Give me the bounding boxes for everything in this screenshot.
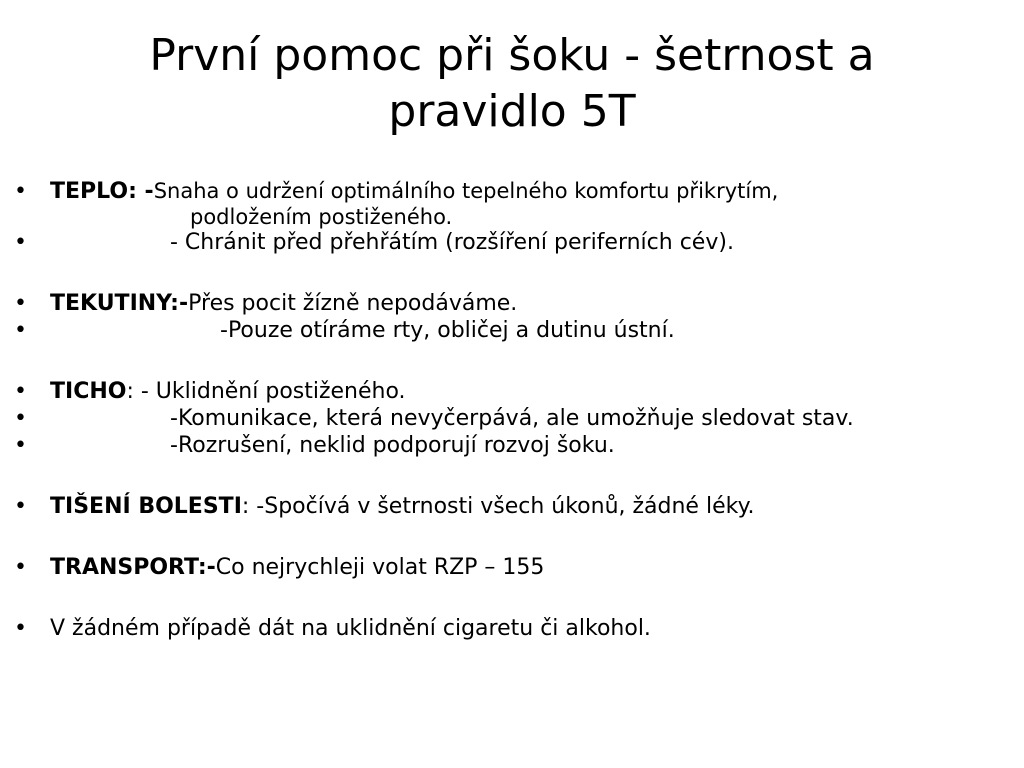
bullet-dot: • bbox=[14, 379, 27, 404]
bullet-ticho-2 bbox=[14, 405, 1014, 432]
teplo-text-3: - Chránit před přehřátím (rozšíření periferních cév). bbox=[170, 230, 734, 255]
bullet-dot: • bbox=[14, 555, 27, 580]
bullet-ticho-3 bbox=[14, 432, 1014, 459]
title-line-1: První pomoc při šoku - šetrnost a bbox=[149, 30, 875, 81]
transport-text-1: Co nejrychleji volat RZP – 155 bbox=[215, 555, 545, 580]
slide-title bbox=[40, 28, 984, 140]
title-line-2: pravidlo 5T bbox=[388, 86, 636, 137]
bullet-transport bbox=[14, 554, 1014, 581]
teplo-text-2: podložením postiženého. bbox=[190, 205, 453, 229]
tiseni-label: TIŠENÍ BOLESTI bbox=[50, 494, 242, 519]
teplo-text-1: Snaha o udržení optimálního tepelného komfortu přikrytím, bbox=[153, 179, 779, 203]
spacer bbox=[14, 459, 1014, 493]
bullet-tiseni-bolesti bbox=[14, 493, 1014, 520]
final-text-1: V žádném případě dát na uklidnění cigaretu či alkohol. bbox=[50, 616, 651, 641]
bullet-dot: • bbox=[14, 433, 27, 458]
spacer bbox=[14, 520, 1014, 554]
transport-label: TRANSPORT:- bbox=[50, 555, 216, 580]
bullet-tekutiny bbox=[14, 290, 1014, 317]
spacer bbox=[14, 344, 1014, 378]
bullet-final bbox=[14, 615, 1014, 642]
bullet-teplo-2 bbox=[14, 229, 1014, 256]
bullet-dot: • bbox=[14, 318, 27, 343]
bullet-dot: • bbox=[14, 616, 27, 641]
ticho-label: TICHO bbox=[50, 379, 127, 404]
bullet-ticho bbox=[14, 378, 1014, 405]
teplo-label: TEPLO: - bbox=[50, 179, 154, 204]
tekutiny-text-2: -Pouze otíráme rty, obličej a dutinu ústní. bbox=[220, 318, 675, 343]
bullet-dot: • bbox=[14, 230, 27, 255]
bullet-teplo bbox=[14, 178, 1014, 229]
ticho-text-2: -Komunikace, která nevyčerpává, ale umožňuje sledovat stav. bbox=[170, 406, 854, 431]
spacer bbox=[14, 256, 1014, 290]
bullet-list bbox=[14, 178, 1014, 642]
bullet-dot: • bbox=[14, 494, 27, 519]
bullet-dot: • bbox=[14, 179, 27, 204]
ticho-text-1: : - Uklidnění postiženého. bbox=[126, 379, 406, 404]
ticho-text-3: -Rozrušení, neklid podporují rozvoj šoku. bbox=[170, 433, 615, 458]
tiseni-text-1: : -Spočívá v šetrnosti všech úkonů, žádné léky. bbox=[241, 494, 755, 519]
bullet-dot: • bbox=[14, 406, 27, 431]
bullet-tekutiny-2 bbox=[14, 317, 1014, 344]
bullet-dot: • bbox=[14, 291, 27, 316]
tekutiny-text-1: Přes pocit žízně nepodáváme. bbox=[188, 291, 518, 316]
spacer bbox=[14, 581, 1014, 615]
tekutiny-label: TEKUTINY:- bbox=[50, 291, 189, 316]
